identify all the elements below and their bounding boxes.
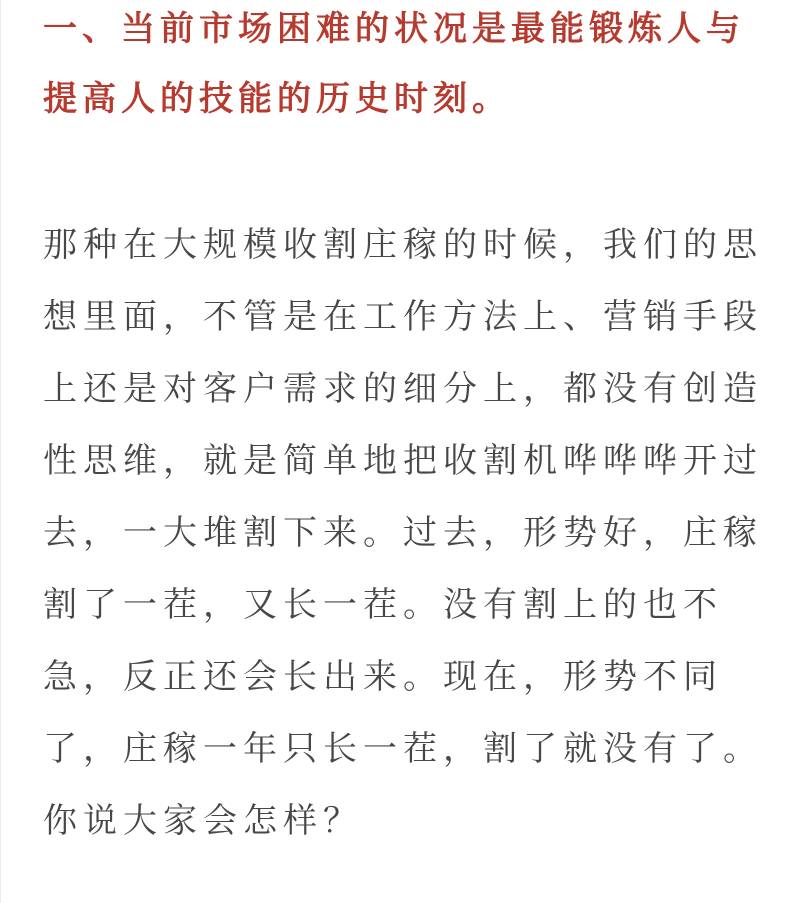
body-text-line: 性思维，就是简单地把收割机哗哗哗开过 [43,442,763,480]
body-text-line: 上还是对客户需求的细分上，都没有创造 [43,370,763,408]
body-text-line: 那种在大规模收割庄稼的时候，我们的思 [43,226,763,264]
body-text-line: 割了一茬，又长一茬。没有割上的也不 [43,586,723,624]
body-text-line: 了，庄稼一年只长一茬，割了就没有了。 [43,730,763,768]
body-text-line: 急，反正还会长出来。现在，形势不同 [43,658,723,696]
heading-line-1: 一、当前市场困难的状况是最能锻炼人与 [43,10,745,48]
body-paragraph [43,209,771,857]
heading-line-2: 提高人的技能的历史时刻。 [43,80,511,118]
body-text-line: 去，一大堆割下来。过去，形势好，庄稼 [43,514,763,552]
body-text-line: 想里面，不管是在工作方法上、营销手段 [43,298,763,336]
body-text-line: 你说大家会怎样？ [43,802,363,840]
section-heading [43,0,771,134]
